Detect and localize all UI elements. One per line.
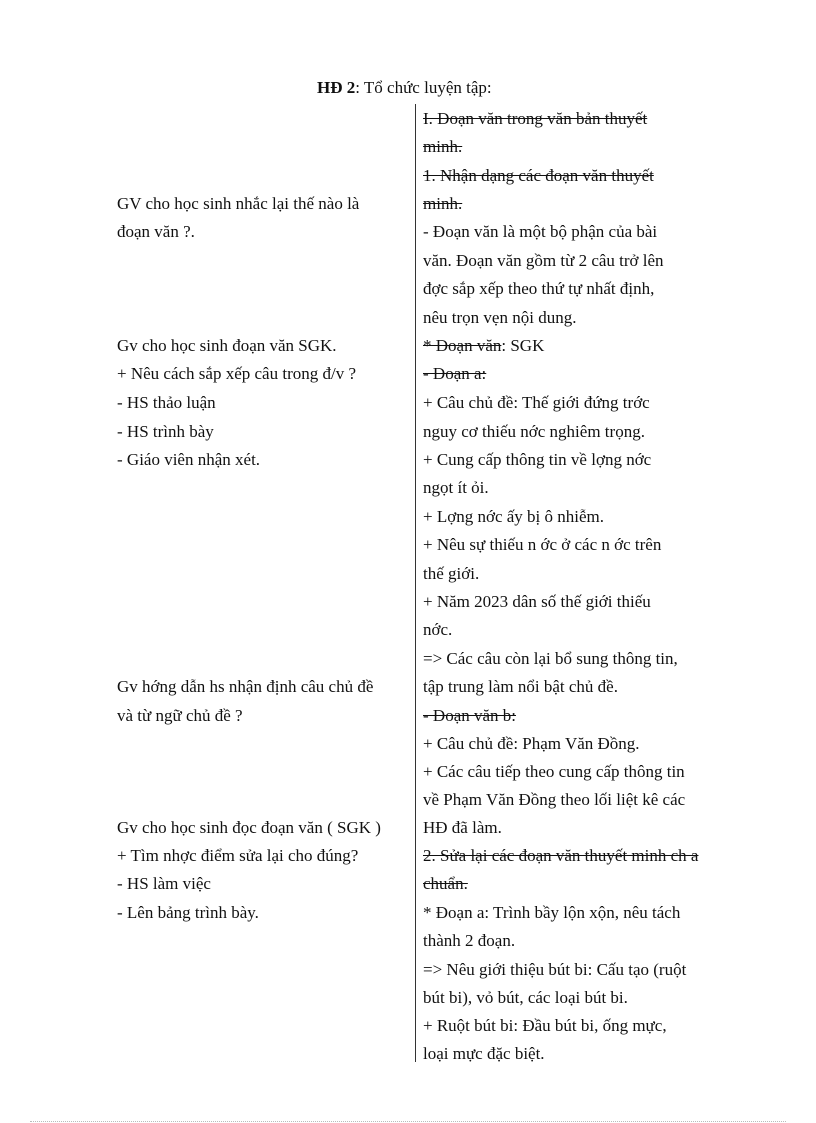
- subsection-heading-2: 2. Sửa lại các đoạn văn thuyết minh ch a: [423, 846, 699, 865]
- right-line: + Nêu sự thiếu n ớc ở các n ớc trên: [423, 535, 662, 554]
- right-line: nớc.: [423, 620, 453, 639]
- right-line: văn. Đoạn văn gồm từ 2 câu trở lên: [423, 251, 664, 270]
- subsection-heading: 1. Nhận dạng các đoạn văn thuyết: [423, 166, 654, 185]
- right-line: [423, 336, 544, 356]
- right-line: tập trung làm nổi bật chủ đề.: [423, 677, 618, 696]
- right-line: + Năm 2023 dân số thế giới thiếu: [423, 592, 651, 611]
- section-heading: I. Đoạn văn trong văn bản thuyết: [423, 109, 648, 128]
- subsection-heading-cont: minh.: [423, 194, 463, 213]
- paragraph-source: : SGK: [501, 336, 545, 355]
- left-line: đoạn văn ?.: [117, 222, 195, 241]
- right-line: về Phạm Văn Đồng theo lối liệt kê các: [423, 790, 686, 809]
- left-line: Gv hớng dẫn hs nhận định câu chủ đề: [117, 677, 374, 696]
- right-line: + Các câu tiếp theo cung cấp thông tin: [423, 762, 685, 781]
- right-line: thế giới.: [423, 564, 480, 583]
- right-line: => Nêu giới thiệu bút bi: Cấu tạo (ruột: [423, 960, 687, 979]
- left-line: + Tìm nhợc điểm sửa lại cho đúng?: [117, 846, 359, 865]
- subsection-heading-2-cont: chuẩn.: [423, 874, 468, 893]
- column-divider: [415, 104, 416, 1062]
- right-line: ngọt ít ỏi.: [423, 478, 489, 497]
- right-line: + Lợng nớc ấy bị ô nhiễm.: [423, 507, 605, 526]
- page-bottom-rule: [30, 1121, 786, 1122]
- right-line: + Câu chủ đề: Thế giới đứng trớc: [423, 393, 650, 412]
- right-line: - Đoạn văn là một bộ phận của bài: [423, 222, 658, 241]
- right-line: loại mực đặc biệt.: [423, 1044, 545, 1063]
- left-line: - HS trình bày: [117, 422, 214, 441]
- left-line: Gv cho học sinh đọc đoạn văn ( SGK ): [117, 818, 381, 837]
- left-line: - HS thảo luận: [117, 393, 216, 412]
- left-line: + Nêu cách sắp xếp câu trong đ/v ?: [117, 364, 356, 383]
- right-line: + Ruột bút bi: Đầu bút bi, ống mực,: [423, 1016, 667, 1035]
- left-line: GV cho học sinh nhắc lại thế nào là: [117, 194, 360, 213]
- right-line: + Cung cấp thông tin về lợng nớc: [423, 450, 652, 469]
- left-line: - Lên bảng trình bày.: [117, 903, 259, 922]
- right-line: + Câu chủ đề: Phạm Văn Đồng.: [423, 734, 640, 753]
- paragraph-label: * Đoạn văn: [423, 336, 502, 355]
- paragraph-a-label: - Đoạn a:: [423, 364, 487, 383]
- left-line: Gv cho học sinh đoạn văn SGK.: [117, 336, 337, 355]
- right-line: nêu trọn vẹn nội dung.: [423, 308, 577, 327]
- section-heading-cont: minh.: [423, 137, 463, 156]
- right-line: HĐ đã làm.: [423, 818, 502, 837]
- right-line: => Các câu còn lại bổ sung thông tin,: [423, 649, 678, 668]
- right-line: nguy cơ thiếu nớc nghiêm trọng.: [423, 422, 645, 441]
- right-line: thành 2 đoạn.: [423, 931, 516, 950]
- right-line: * Đoạn a: Trình bầy lộn xộn, nêu tách: [423, 903, 681, 922]
- left-line: và từ ngữ chủ đề ?: [117, 706, 243, 725]
- paragraph-b-label: - Đoạn văn b:: [423, 706, 517, 725]
- left-line: - HS làm việc: [117, 874, 211, 893]
- right-line: bút bi), vỏ bút, các loại bút bi.: [423, 988, 628, 1007]
- left-line: - Giáo viên nhận xét.: [117, 450, 261, 469]
- activity-label: HĐ 2: [317, 78, 356, 97]
- activity-title: : Tổ chức luyện tập:: [355, 78, 492, 97]
- right-line: đợc sắp xếp theo thứ tự nhất định,: [423, 279, 655, 298]
- activity-heading: [317, 78, 492, 98]
